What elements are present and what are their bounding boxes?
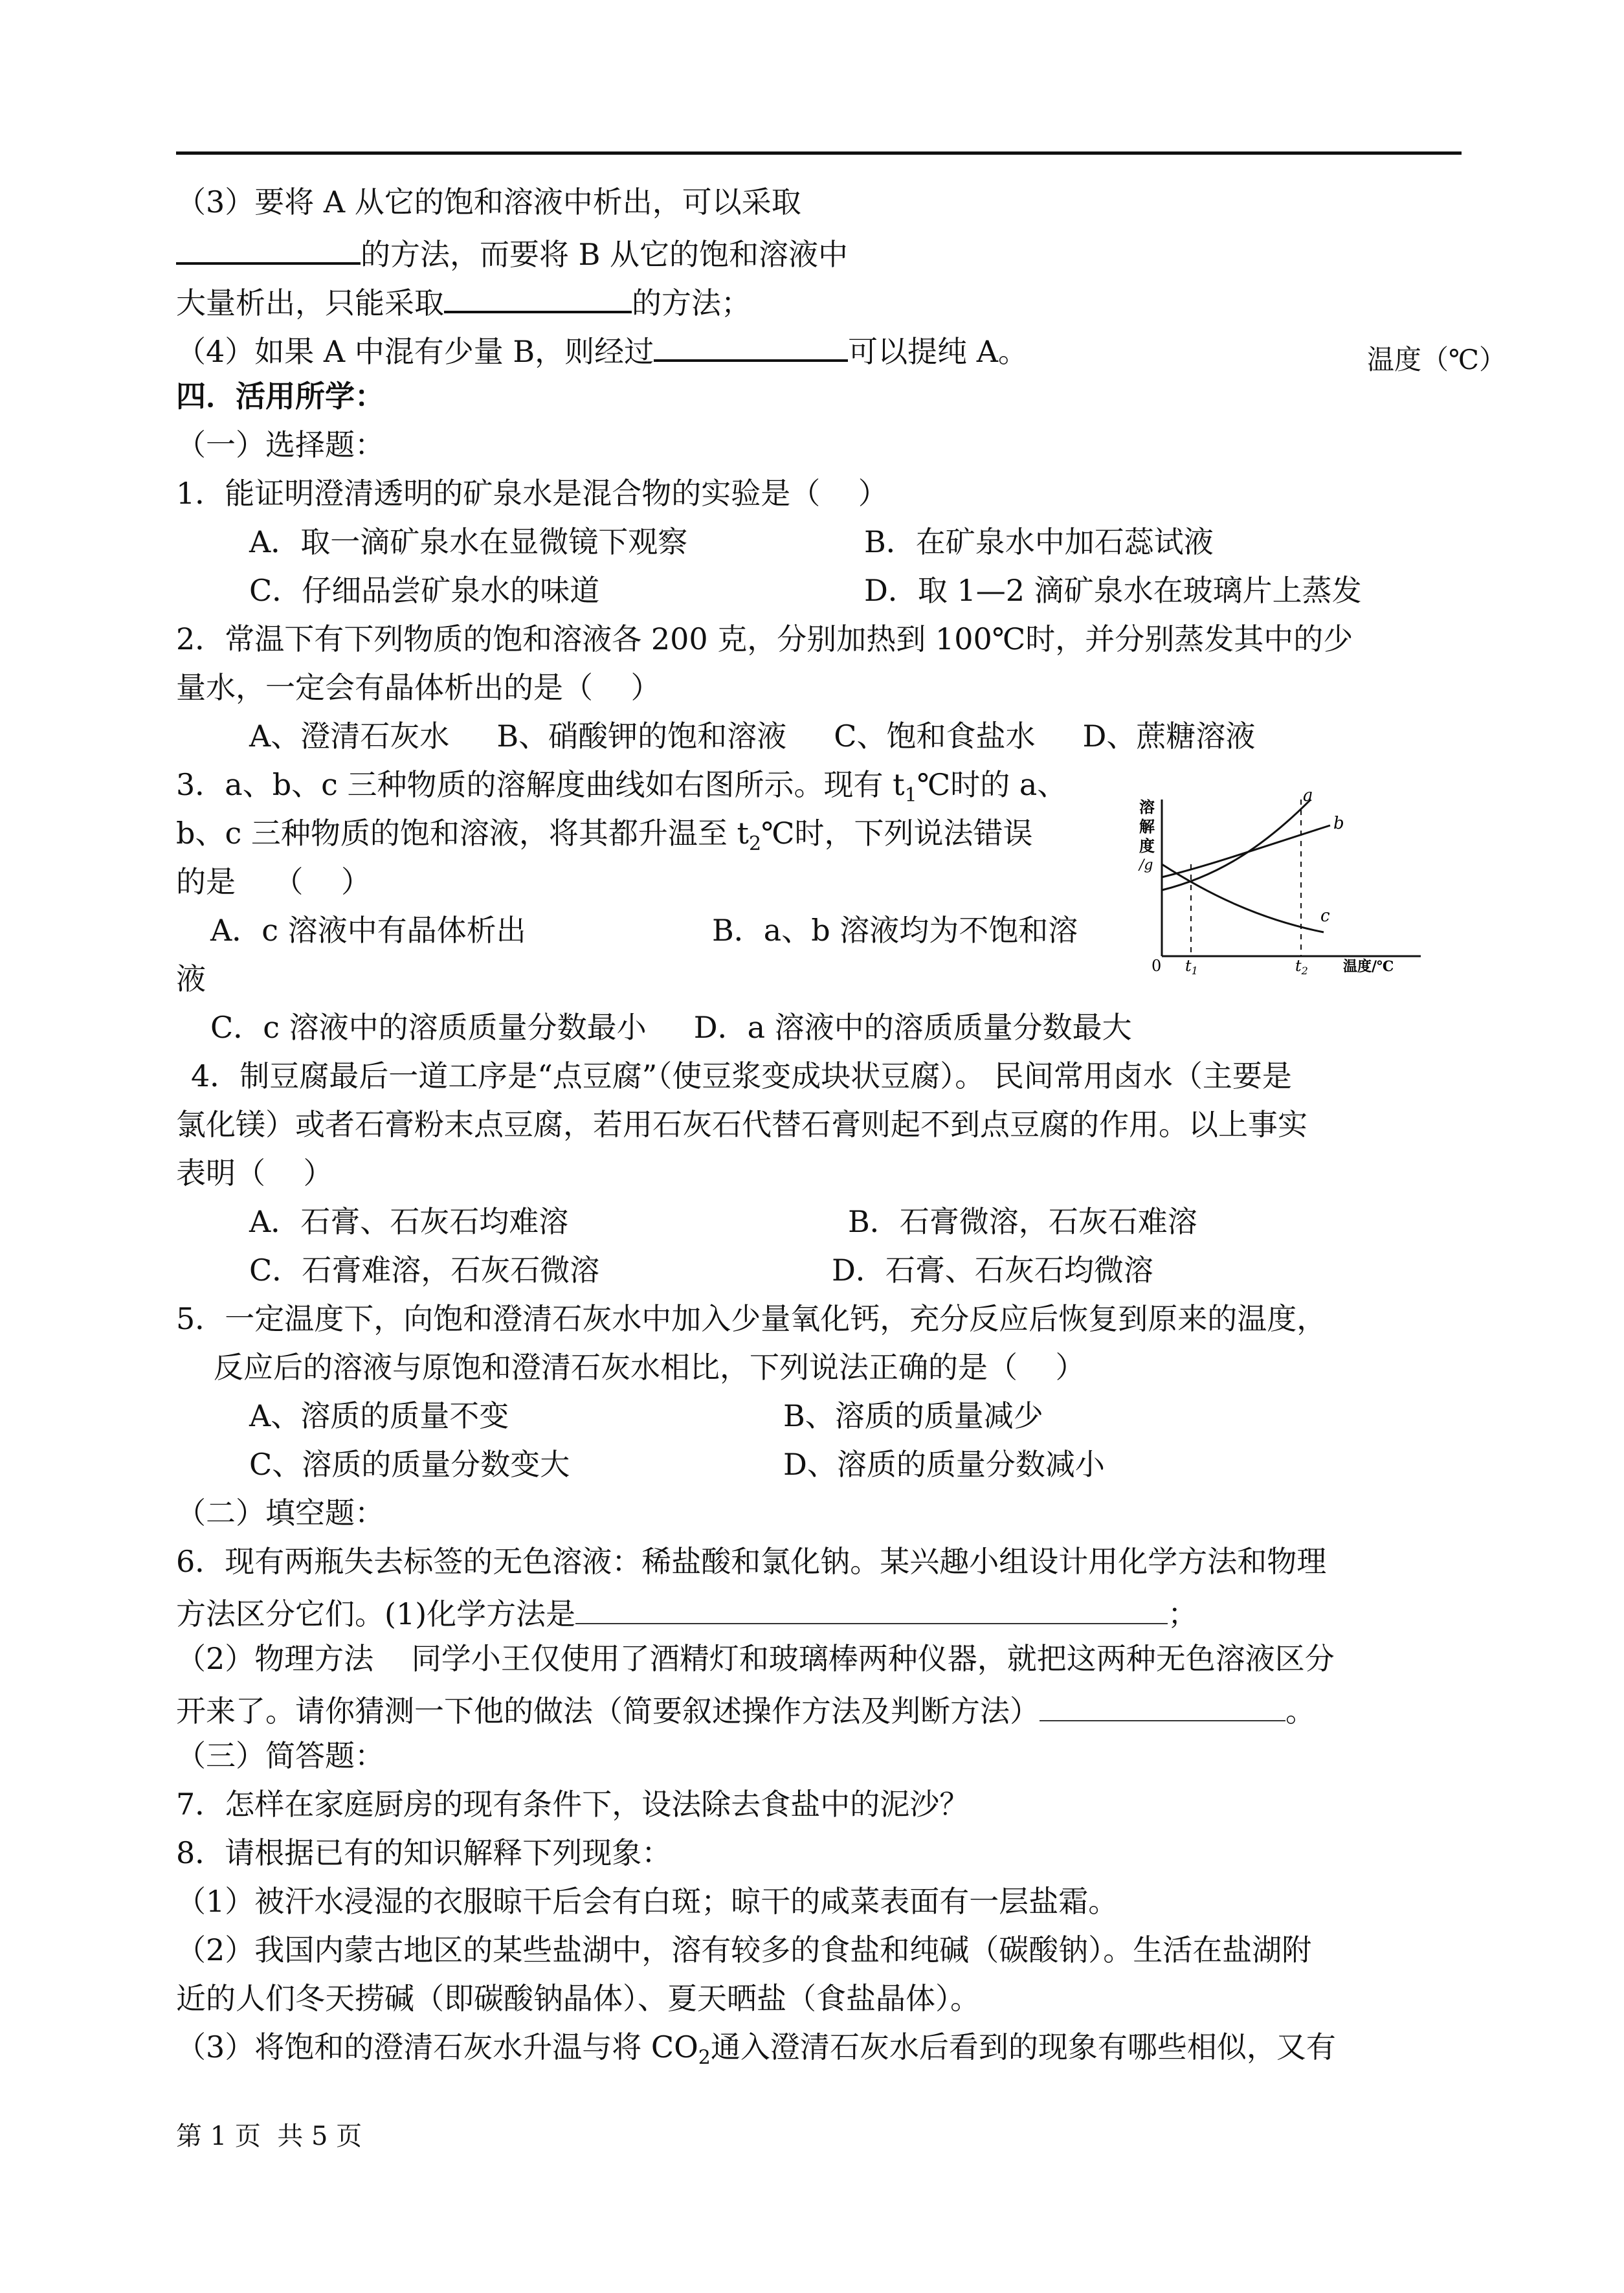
- question-5: 5．一定温度下，向饱和澄清石灰水中加入少量氧化钙，充分反应后恢复到原来的温度，: [176, 1301, 1327, 1336]
- curve-b: [1162, 825, 1330, 877]
- question-4-cont2: 表明（ ）: [176, 1156, 333, 1191]
- header-rule: [176, 151, 1462, 155]
- answer-blank[interactable]: [444, 280, 632, 313]
- answer-blank[interactable]: [1040, 1688, 1285, 1721]
- question-4-cont: 氯化镁）或者石膏粉末点豆腐，若用石灰石代替石膏则起不到点豆腐的作用。以上事实: [176, 1107, 1307, 1142]
- option-3b: B．a、b 溶液均为不饱和溶: [712, 913, 1078, 948]
- t2-label: $t_2$: [1295, 957, 1308, 974]
- options-3cd: C．c 溶液中的溶质质量分数最小 D．a 溶液中的溶质质量分数最大: [210, 1010, 1132, 1045]
- option-3b-cont: 液: [176, 961, 206, 996]
- question-3-cont: b、c 三种物质的饱和溶液，将其都升温至 $t_2℃$时，下列说法错误: [176, 816, 1033, 855]
- q3-part3-cont: 的方法，而要将 B 从它的饱和溶液中: [176, 231, 848, 274]
- option-4b: B．石膏微溶，石灰石难溶: [848, 1204, 1197, 1239]
- y-label-1: 溶: [1139, 798, 1155, 816]
- question-6-part2: （2）物理方法 同学小王仅使用了酒精灯和玻璃棒两种仪器，就把这两种无色溶液区分: [176, 1641, 1335, 1676]
- option-1c: C．仔细品尝矿泉水的味道: [249, 573, 600, 608]
- x-axis-label: 温度/℃: [1343, 958, 1394, 974]
- options-2: A、澄清石灰水 B、硝酸钾的饱和溶液 C、饱和食盐水 D、蔗糖溶液: [249, 719, 1256, 754]
- question-8: 8．请根据已有的知识解释下列现象：: [176, 1835, 672, 1870]
- question-1: 1．能证明澄清透明的矿泉水是混合物的实验是（ ）: [176, 476, 888, 511]
- option-4c: C．石膏难溶，石灰石微溶: [249, 1253, 600, 1288]
- origin-label: 0: [1151, 957, 1162, 974]
- question-3-cont2: 的是 （ ）: [176, 864, 371, 899]
- question-8-part3: （3）将饱和的澄清石灰水升温与将 $CO_2$通入澄清石灰水后看到的现象有哪些相似，又有: [176, 2030, 1336, 2069]
- question-6-cont: 方法区分它们。(1)化学方法是 ；: [176, 1591, 1197, 1633]
- question-8-part1: （1）被汗水浸湿的衣服晾干后会有白斑；晾干的咸菜表面有一层盐霜。: [176, 1884, 1118, 1919]
- curve-b-label: b: [1333, 814, 1344, 833]
- option-1a: A．取一滴矿泉水在显微镜下观察: [249, 524, 688, 559]
- question-4: 4．制豆腐最后一道工序是“点豆腐”（使豆浆变成块状豆腐）。 民间常用卤水（主要是: [191, 1058, 1292, 1093]
- y-label-4: /g: [1139, 857, 1153, 873]
- page-footer: 第 1 页 共 5 页: [176, 2121, 362, 2151]
- answer-blank[interactable]: [575, 1591, 1168, 1624]
- option-4a: A．石膏、石灰石均难溶: [249, 1204, 569, 1239]
- curve-c-label: c: [1320, 906, 1330, 926]
- question-7: 7．怎样在家庭厨房的现有条件下，设法除去食盐中的泥沙？: [176, 1787, 970, 1822]
- question-2: 2．常温下有下列物质的饱和溶液各 200 克，分别加热到 100℃时，并分别蒸发其中的少: [176, 621, 1353, 656]
- section-heading: 四．活用所学：: [176, 379, 384, 414]
- question-8-part2: （2）我国内蒙古地区的某些盐湖中，溶有较多的食盐和纯碱（碳酸钠）。生活在盐湖附: [176, 1932, 1312, 1967]
- question-8-part2-cont: 近的人们冬天捞碱（即碳酸钠晶体）、夏天晒盐（食盐晶体）。: [176, 1981, 980, 2016]
- subsection-fill: （二）填空题：: [176, 1495, 384, 1530]
- q3-part4: （4）如果 A 中混有少量 B，则经过 可以提纯 A。: [176, 328, 1028, 371]
- option-5b: B、溶质的质量减少: [783, 1398, 1043, 1433]
- option-1d: D．取 1—2 滴矿泉水在玻璃片上蒸发: [864, 573, 1362, 608]
- question-6: 6．现有两瓶失去标签的无色溶液：稀盐酸和氯化钠。某兴趣小组设计用化学方法和物理: [176, 1544, 1327, 1579]
- subsection-short-answer: （三）简答题：: [176, 1738, 384, 1773]
- subsection-choice: （一）选择题：: [176, 427, 384, 462]
- question-3: 3．a、b、c 三种物质的溶解度曲线如右图所示。现有 $t_1℃$时的 a、: [176, 767, 1067, 807]
- curve-a: [1162, 800, 1311, 890]
- answer-blank[interactable]: [176, 231, 361, 265]
- option-3a: A．c 溶液中有晶体析出: [210, 913, 526, 948]
- question-2-cont: 量水，一定会有晶体析出的是（ ）: [176, 670, 661, 705]
- q3-part3-cont2: 大量析出，只能采取 的方法；: [176, 280, 751, 322]
- y-label-3: 度: [1139, 836, 1155, 855]
- question-5-cont: 反应后的溶液与原饱和澄清石灰水相比，下列说法正确的是（ ）: [214, 1350, 1085, 1385]
- t1-label: $t_1$: [1185, 957, 1198, 974]
- question-6-part2-cont: 开来了。请你猜测一下他的做法（简要叙述操作方法及判断方法） 。: [176, 1688, 1315, 1730]
- y-label-2: 解: [1139, 817, 1155, 836]
- option-4d: D．石膏、石灰石均微溶: [832, 1253, 1153, 1288]
- answer-blank[interactable]: [654, 328, 848, 362]
- option-5d: D、溶质的质量分数减小: [783, 1447, 1105, 1482]
- solubility-curve-chart: [1136, 787, 1453, 974]
- axis-label-temperature: 温度（℃）: [1367, 344, 1506, 375]
- option-1b: B．在矿泉水中加石蕊试液: [864, 524, 1214, 559]
- q3-part3: （3）要将 A 从它的饱和溶液中析出，可以采取: [176, 185, 801, 219]
- curve-a-label: a: [1303, 787, 1313, 805]
- option-5c: C、溶质的质量分数变大: [249, 1447, 570, 1482]
- option-5a: A、溶质的质量不变: [249, 1398, 509, 1433]
- curve-c: [1162, 864, 1324, 932]
